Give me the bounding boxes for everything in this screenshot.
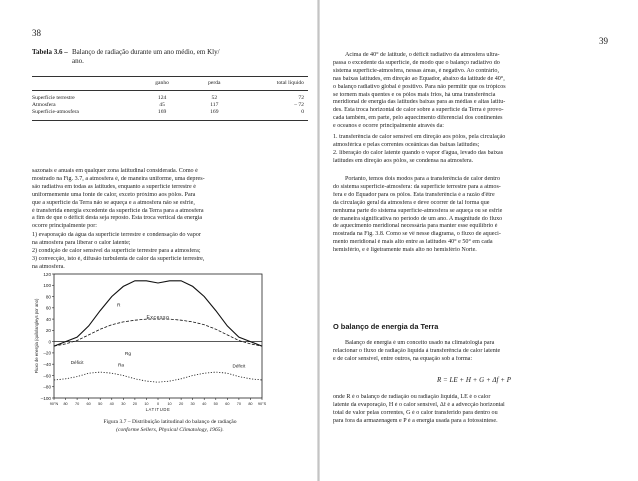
book-gutter: [317, 0, 320, 481]
x-tick-label: 10: [167, 402, 172, 406]
table-rule-top: [32, 76, 308, 77]
x-tick-label: 0: [156, 402, 160, 406]
x-axis-label: LATITUDE: [145, 407, 171, 412]
text-line: da circulação geral da atmosfera e deve ocorrer de tal forma que: [333, 199, 490, 206]
y-tick-label: 0: [48, 339, 51, 345]
table-cell: Superfície-atmosfera: [32, 109, 79, 115]
right-paragraph-3: [333, 340, 615, 364]
y-tick-label: 100: [43, 283, 51, 289]
table-cell: Superfície terrestre: [32, 95, 75, 101]
list-line: 2) condição de calor sensível da superfície terrestre para a atmosfera;: [32, 247, 201, 254]
table-title-line: ano.: [72, 57, 84, 65]
table-header-cell: total líquido: [276, 80, 304, 86]
text-line: se tornem mais quentes e os pólos mais frios, há uma transferência: [333, 91, 496, 98]
text-line: ocorre principalmente por:: [32, 223, 97, 230]
text-line: são radiativa em todas as latitudes, enquanto a superfície terrestre é: [32, 183, 196, 190]
x-tick-label: 70: [236, 402, 242, 406]
text-line: e oceanos e ocorre principalmente através da:: [333, 123, 444, 130]
y-tick-label: 120: [43, 271, 51, 277]
table-cell: – 72: [294, 102, 304, 108]
text-line: passa o excedente da superfície, de modo que o balanço radiativo do: [333, 59, 500, 66]
figure-caption: [60, 419, 280, 434]
right-paragraph-4: [333, 394, 615, 426]
text-line: latente da evaporação, H é o calor sensível, Δf é a advecção horizontal: [333, 401, 505, 408]
x-tick-label: 70: [74, 402, 80, 406]
left-list: [32, 232, 308, 272]
text-line: o balanço radiativo global é positivo. Para não permitir que os trópicos: [333, 83, 506, 90]
table-title: [32, 48, 307, 66]
table-cell: 52: [211, 95, 218, 101]
page-number-right: 39: [599, 36, 608, 46]
y-tick-label: 40: [45, 316, 51, 322]
y-axis-label: Fluxo de energia (quilolangleys por ano): [34, 298, 39, 374]
table-title-line: Balanço de radiação durante um ano médio, em Kly/: [72, 48, 220, 56]
x-tick-label: 80: [63, 402, 68, 406]
text-line: sistema superfície-atmosfera, nessas áreas, é negativo. Ao contrário,: [333, 67, 499, 74]
text-line: Acima de 40° de latitude, o déficit radiativo da atmosfera ultra-: [345, 52, 500, 58]
right-list: [333, 134, 615, 166]
table-cell: 45: [159, 102, 165, 108]
text-line: Portanto, temos dois modos para a transferência de calor dentro: [345, 176, 501, 182]
x-tick-label: 40: [109, 402, 114, 406]
table-rule-bottom: [32, 120, 308, 121]
text-line: é transferida energia excedente da superfície da Terra para a atmosfera: [32, 207, 204, 214]
table-header-cell: ganho: [155, 80, 169, 86]
text-line: des. Esta troca horizontal de calor sobre a superfície da Terra é provo-: [333, 107, 504, 114]
table-cell: 117: [210, 102, 219, 108]
table-rule-mid: [32, 90, 308, 91]
x-tick-label: 60: [86, 402, 91, 406]
label-deficit-right: Déficit: [232, 363, 246, 369]
y-tick-label: 80: [45, 294, 51, 300]
right-paragraph-2: [333, 176, 615, 255]
page-number-left: 38: [32, 28, 41, 38]
table-header-cell: [32, 80, 138, 87]
x-tick-label: 30: [121, 402, 126, 406]
table-header-row: [32, 80, 308, 87]
x-tick-label: 50: [213, 402, 218, 406]
text-line: meridional de energia das latitudes baixas para as médias e altas latitu-: [333, 99, 506, 106]
plot-frame: [54, 274, 262, 398]
text-line: mento meridional é mais alto entre as latitudes 40° e 50° em cada: [333, 239, 493, 246]
x-tick-label: 20: [178, 402, 184, 406]
y-tick-label: –100: [40, 395, 51, 401]
label-excess: Excesso: [146, 315, 170, 322]
x-tick-label: 30: [190, 402, 195, 406]
y-tick-label: –40: [43, 361, 51, 367]
list-line: 3) convecção, isto é, difusão turbulenta de calor da superfície terrestre,: [32, 255, 205, 262]
series-line-ra: [54, 372, 262, 382]
curve-label-r: R: [116, 303, 121, 309]
text-line: nenhuma parte do sistema superfície-atmosfera se aqueça ou se esfrie: [333, 207, 503, 214]
table-cell: 0: [301, 109, 304, 115]
y-tick-label: 60: [45, 305, 51, 311]
table-cell: 124: [157, 95, 167, 101]
list-line: na atmosfera.: [32, 263, 65, 270]
table-label: Tabela 3.6 –: [32, 48, 68, 56]
curve-label-ra: Ra: [117, 363, 125, 369]
table-header-cell: perda: [208, 80, 221, 86]
caption-line: Figura 3.7 – Distribuição latitudinal do balanço de radiação: [103, 419, 237, 425]
x-tick-label: 20: [132, 402, 138, 406]
curve-label-rg: Rg: [124, 352, 132, 358]
energy-balance-equation: R = LE + H + G + Δf + P: [436, 376, 511, 384]
table-body: [32, 95, 308, 116]
table-row: [32, 109, 308, 116]
list-line: atmosférica e pelas correntes oceânicas das baixas latitudes;: [333, 141, 480, 148]
text-line: mostrado na Fig. 3.7, a atmosfera é, de maneira uniforme, uma depres-: [32, 175, 205, 182]
text-line: que a superfície da Terra não se aqueça e a atmosfera não se esfrie,: [32, 199, 195, 206]
table-row: [32, 95, 308, 102]
caption-line: (conforme Sellers, Physical Climatology, 1965).: [116, 426, 224, 433]
x-tick-label: 80: [248, 402, 253, 406]
list-line: latitudes em direção aos pólos, se condensa na atmosfera.: [333, 157, 474, 164]
text-line: a fim de que o déficit desta seja reposto. Esta troca vertical da energia: [32, 215, 203, 222]
text-line: sazonais e anuais em qualquer zona latitudinal considerada. Como é: [32, 168, 198, 174]
series-line-rg: [54, 319, 262, 346]
text-line: mostrada na Fig. 3.8. Como se vê nesse diagrama, o fluxo de aqueci-: [333, 231, 501, 238]
table-cell: Atmosfera: [32, 102, 56, 108]
x-tick-label: 90°S: [257, 402, 267, 406]
y-tick-label: –60: [43, 373, 51, 379]
table-cell: 169: [210, 109, 219, 115]
table-row: [32, 102, 308, 109]
y-tick-label: 20: [45, 328, 51, 334]
text-line: relacionar o fluxo de radiação líquida à transferência de calor latente: [333, 347, 501, 354]
x-tick-label: 60: [225, 402, 230, 406]
x-tick-label: 50: [98, 402, 103, 406]
text-line: e de calor sensível, entre outros, na equação sob a forma:: [333, 355, 473, 362]
table-cell: 169: [157, 109, 167, 115]
text-line: de aquecimento meridional necessária para manter esse equilíbrio é: [333, 223, 498, 230]
text-line: nas baixas latitudes, em direção ao Equador, abaixo da latitude de 40°,: [333, 75, 505, 82]
label-deficit-left: Déficit: [70, 360, 84, 366]
text-line: cada também, em parte, pelo aquecimento diferencial dos continentes: [333, 115, 503, 122]
text-line: uniformemente uma fonte de calor, exceto próximo aos pólos. Para: [32, 191, 196, 198]
text-line: total de valor pelas correntes, G é o calor transferido para dentro ou: [333, 409, 498, 416]
y-tick-label: –80: [43, 384, 51, 390]
left-body-paragraph: [32, 168, 308, 231]
table-header: [32, 80, 308, 87]
table-cell: 72: [298, 95, 304, 101]
list-line: 1) evaporação da água da superfície terrestre e condensação do vapor: [32, 232, 201, 238]
right-paragraph-1: [333, 52, 615, 131]
x-tick-label: 90°N: [49, 402, 59, 406]
text-line: fera e do Equador para os pólos. Esta transferência é a razão d'être: [333, 191, 495, 198]
text-line: de maneira significativa no período de um ano. A magnitude do fluxo: [333, 215, 503, 222]
text-line: do sistema superfície-atmosfera: da superfície terrestre para a atmos-: [333, 183, 501, 190]
x-tick-label: 40: [202, 402, 207, 406]
text-line: hemisfério, e é ligeiramente mais alto no hemisfério Norte.: [333, 247, 477, 254]
x-tick-label: 10: [144, 402, 149, 406]
radiation-balance-chart: [32, 270, 272, 418]
text-line: para fora da armazenagem e P é a energia usada para a fotossíntese.: [333, 417, 498, 424]
text-line: Balanço de energia é um conceito usado na climatologia para: [345, 340, 495, 346]
y-tick-label: –20: [43, 350, 51, 356]
section-heading: O balanço de energia da Terra: [333, 322, 439, 331]
text-line: onde R é o balanço de radiação ou radiação líquida, LE é o calor: [333, 394, 491, 400]
list-line: na atmosfera para liberar o calor latente;: [32, 239, 131, 246]
list-line: 1. transferência de calor sensível em direção aos pólos, pela circulação: [333, 134, 506, 140]
list-line: 2. liberação do calor latente quando o vapor d'água, levado das baixas: [333, 149, 504, 156]
